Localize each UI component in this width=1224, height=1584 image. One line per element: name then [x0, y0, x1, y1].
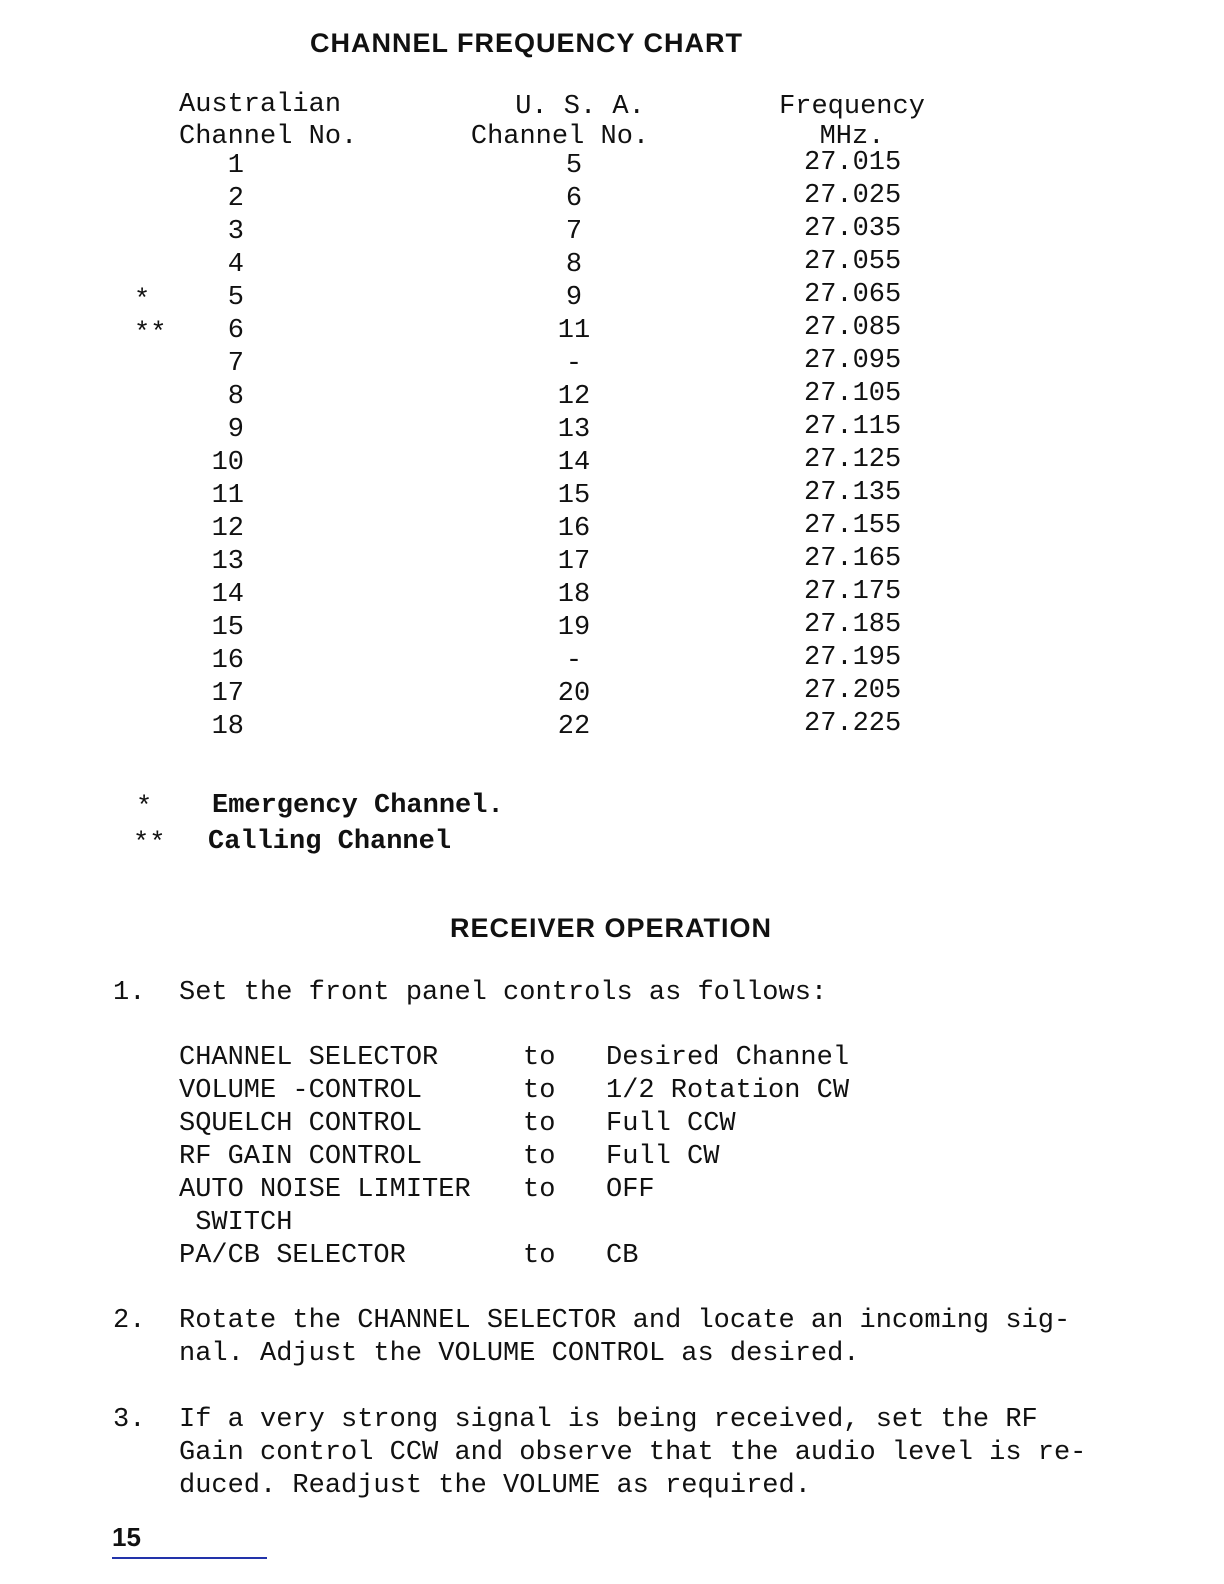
step-text: Set the front panel controls as follows:	[179, 978, 828, 1008]
frequency: 27.025	[804, 181, 902, 211]
section-title: RECEIVER OPERATION	[450, 913, 773, 943]
control-name: VOLUME -CONTROL	[179, 1076, 423, 1106]
usa-channel: 12	[557, 382, 591, 412]
usa-channel: 15	[557, 481, 591, 511]
frequency: 27.125	[804, 445, 902, 475]
usa-channel: 7	[565, 217, 583, 247]
usa-channel: 17	[557, 547, 591, 577]
step-text-line: nal. Adjust the VOLUME CONTROL as desired.	[179, 1339, 860, 1369]
usa-channel: 18	[557, 580, 591, 610]
control-to: to	[523, 1142, 556, 1172]
frequency: 27.015	[804, 148, 902, 178]
usa-channel: 19	[557, 613, 591, 643]
frequency: 27.105	[804, 379, 902, 409]
row-mark: *	[134, 286, 151, 316]
header-aus-line2: Channel No.	[179, 122, 358, 152]
step-text-line: Gain control CCW and observe that the audio level is re-	[179, 1438, 1087, 1468]
aus-channel: 17	[211, 679, 244, 709]
aus-channel: 5	[227, 283, 244, 313]
control-to: to	[523, 1076, 556, 1106]
aus-channel: 2	[227, 184, 244, 214]
note-text: Emergency Channel.	[212, 791, 504, 821]
control-to: to	[523, 1241, 556, 1271]
control-setting: Desired Channel	[606, 1043, 850, 1073]
usa-channel: 14	[557, 448, 591, 478]
usa-channel: 22	[557, 712, 591, 742]
usa-channel: 9	[565, 283, 583, 313]
control-name: AUTO NOISE LIMITER	[179, 1175, 471, 1205]
frequency: 27.185	[804, 610, 902, 640]
usa-channel: 13	[557, 415, 591, 445]
control-setting: CB	[606, 1241, 639, 1271]
frequency: 27.155	[804, 511, 902, 541]
control-name: CHANNEL SELECTOR	[179, 1043, 439, 1073]
step-number: 1.	[113, 978, 146, 1008]
aus-channel: 13	[211, 547, 244, 577]
frequency: 27.035	[804, 214, 902, 244]
control-name: SQUELCH CONTROL	[179, 1109, 423, 1139]
header-freq-line2: MHz.	[819, 122, 885, 152]
step-text-line: Rotate the CHANNEL SELECTOR and locate an incoming sig-	[179, 1306, 1071, 1336]
note-mark: **	[133, 829, 166, 859]
aus-channel: 18	[211, 712, 244, 742]
header-usa-line2: Channel No.	[470, 122, 650, 152]
header-aus-line1: Australian	[179, 90, 342, 120]
header-freq-line1: Frequency	[779, 92, 925, 122]
usa-channel: -	[565, 646, 583, 676]
aus-channel: 7	[227, 349, 244, 379]
frequency: 27.055	[804, 247, 902, 277]
usa-channel: 20	[557, 679, 591, 709]
note-mark: *	[136, 793, 153, 823]
page-number: 15	[112, 1522, 141, 1552]
step-number: 3.	[113, 1405, 146, 1435]
aus-channel: 14	[211, 580, 244, 610]
control-to: to	[523, 1043, 556, 1073]
control-name-continued: SWITCH	[179, 1208, 293, 1238]
control-to: to	[523, 1109, 556, 1139]
aus-channel: 9	[227, 415, 244, 445]
frequency: 27.225	[804, 709, 902, 739]
aus-channel: 6	[227, 316, 244, 346]
aus-channel: 10	[211, 448, 244, 478]
frequency: 27.135	[804, 478, 902, 508]
step-text-line: If a very strong signal is being received, set the RF	[179, 1405, 1038, 1435]
frequency: 27.085	[804, 313, 902, 343]
frequency: 27.175	[804, 577, 902, 607]
aus-channel: 8	[227, 382, 244, 412]
header-usa-line1: U. S. A.	[515, 92, 645, 122]
frequency: 27.165	[804, 544, 902, 574]
aus-channel: 3	[227, 217, 244, 247]
control-setting: Full CW	[606, 1142, 720, 1172]
usa-channel: 8	[565, 250, 583, 280]
frequency: 27.115	[804, 412, 902, 442]
frequency: 27.195	[804, 643, 902, 673]
aus-channel: 16	[211, 646, 244, 676]
step-text-line: duced. Readjust the VOLUME as required.	[179, 1471, 811, 1501]
aus-channel: 15	[211, 613, 244, 643]
aus-channel: 12	[211, 514, 244, 544]
control-setting: Full CCW	[606, 1109, 736, 1139]
row-mark: **	[134, 319, 167, 349]
frequency: 27.205	[804, 676, 902, 706]
usa-channel: -	[565, 349, 583, 379]
aus-channel: 4	[227, 250, 244, 280]
control-name: PA/CB SELECTOR	[179, 1241, 406, 1271]
control-setting: 1/2 Rotation CW	[606, 1076, 850, 1106]
usa-channel: 5	[565, 151, 583, 181]
control-name: RF GAIN CONTROL	[179, 1142, 423, 1172]
usa-channel: 6	[565, 184, 583, 214]
control-to: to	[523, 1175, 556, 1205]
aus-channel: 1	[227, 151, 244, 181]
frequency: 27.065	[804, 280, 902, 310]
step-number: 2.	[113, 1306, 146, 1336]
aus-channel: 11	[211, 481, 244, 511]
footer-rule	[112, 1557, 267, 1559]
note-text: Calling Channel	[208, 827, 452, 857]
usa-channel: 16	[557, 514, 591, 544]
usa-channel: 11	[557, 316, 591, 346]
control-setting: OFF	[606, 1175, 655, 1205]
chart-title: CHANNEL FREQUENCY CHART	[310, 28, 744, 58]
frequency: 27.095	[804, 346, 902, 376]
